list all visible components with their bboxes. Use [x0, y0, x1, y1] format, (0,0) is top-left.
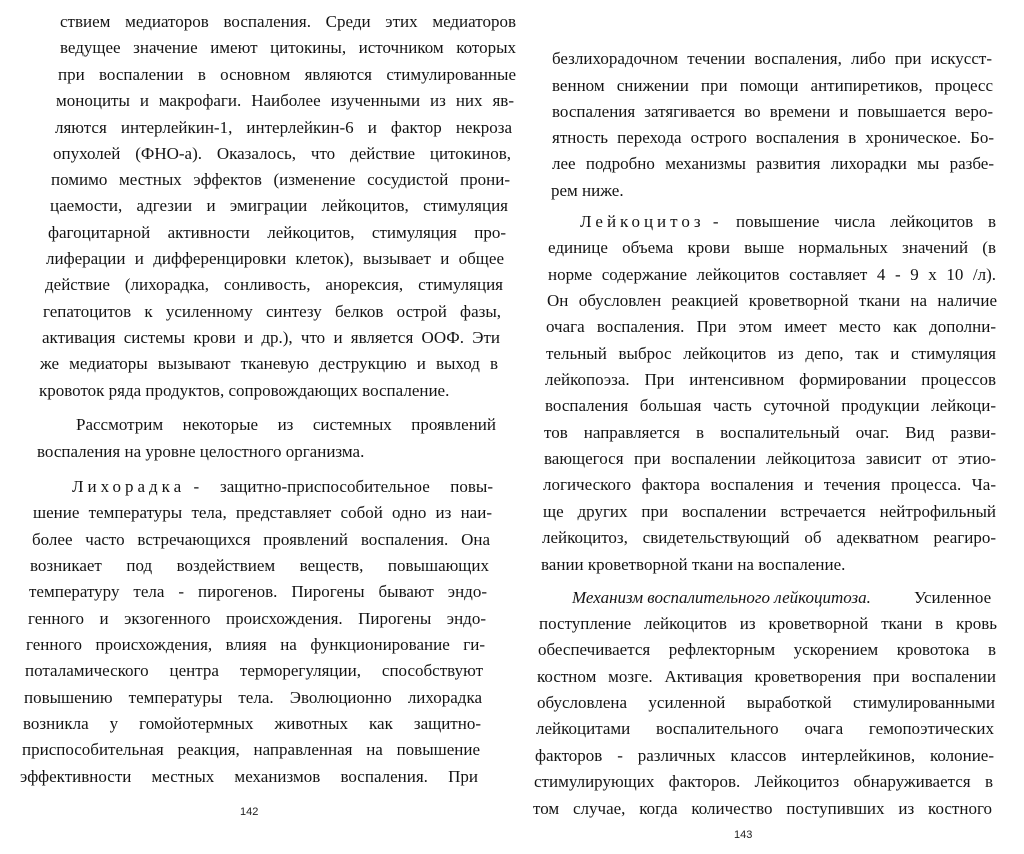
- text-line: при воспалении в основном являются стимулированные: [58, 65, 516, 84]
- text-line: костном мозге. Активация кроветворения при воспалении: [537, 667, 996, 686]
- text-line: обеспечивается рефлекторным ускорением кровотока в: [538, 640, 996, 659]
- text-line: тов направляется в воспалительный очаг. Вид разви-: [544, 423, 996, 442]
- text-line: приспособительная реакция, направленная на повышение: [22, 740, 480, 759]
- text-line: ствием медиаторов воспаления. Среди этих медиаторов: [60, 12, 516, 31]
- text-line: повышению температуры тела. Эволюционно лихорадка: [24, 688, 482, 707]
- text-line: цаемости, адгезии и эмиграции лейкоцитов, стимуляция: [50, 196, 508, 215]
- text-line: Он обусловлен реакцией кроветворной ткани на наличие: [547, 291, 997, 310]
- text-line: моноциты и макрофаги. Наиболее изученными из них яв-: [56, 91, 514, 110]
- term-lihoradka: Лихорадка -: [72, 477, 204, 496]
- page-number: 142: [240, 806, 259, 818]
- term-leykocitoz: Лейкоцитоз -: [580, 212, 723, 231]
- text-line: лиферации и дифференцировки клеток), вызывает и общее: [46, 249, 504, 268]
- text-line: ще других при воспалении встречается нейтрофильный: [543, 502, 996, 521]
- text-line: эффективности местных механизмов воспаления. При: [20, 767, 478, 786]
- text-line: лее подробно механизмы развития лихорадки мы разбе-: [552, 154, 994, 173]
- text-line: том случае, когда количество поступивших из костного: [533, 799, 992, 818]
- text-line: тельный выброс лейкоцитов из депо, так и стимуляция: [546, 344, 996, 363]
- text-line: ляются интерлейкин-1, интерлейкин-6 и фактор некроза: [55, 118, 512, 137]
- text-line: воспаления большая часть суточной продукции лейкоци-: [545, 396, 996, 415]
- text-line: поталамического центра терморегуляции, способствуют: [25, 661, 483, 680]
- text-line: помимо местных эффектов (изменение сосудистой прони-: [51, 170, 510, 189]
- text-line: Усиленное: [914, 588, 992, 607]
- text-line: ятность перехода острого воспаления в хроническое. Бо-: [552, 128, 994, 147]
- text-line: воспаления на уровне целостного организма.: [37, 442, 365, 461]
- italic-heading: Механизм воспалительного лейкоцитоза.: [572, 588, 871, 607]
- text-line: генного и экзогенного происхождения. Пирогены эндо-: [28, 609, 486, 628]
- text-line: безлихорадочном течении воспаления, либо при искусст-: [552, 49, 992, 68]
- text-line: стимулирующих факторов. Лейкоцитоз обнаруживается в: [534, 772, 993, 791]
- text-line: факторов - различных классов интерлейкинов, колониe-: [535, 746, 994, 765]
- text-line: опухолей (ФНО-а). Оказалось, что действие цитокинов,: [53, 144, 511, 163]
- text-line: лейкопоэза. При интенсивном формировании процессов: [545, 370, 996, 389]
- text-line: активация системы крови и др.), что и является ООФ. Эти: [42, 328, 500, 347]
- text-line: рем ниже.: [551, 181, 624, 200]
- text-line: температуру тела - пирогенов. Пирогены бывают эндо-: [29, 582, 487, 601]
- page-number: 143: [734, 829, 753, 841]
- text-line: поступление лейкоцитов из кроветворной ткани в кровь: [539, 614, 997, 633]
- text-line: вании кроветворной ткани на воспаление.: [541, 555, 846, 574]
- text-line: очага воспаления. При этом имеет место как дополни-: [546, 317, 996, 336]
- text-line: логического фактора воспаления и течения процесса. Ча-: [543, 475, 996, 494]
- text-line: норме содержание лейкоцитов составляет 4 - 9 х 10 /л).: [548, 265, 996, 284]
- text-line: же медиаторы вызывают тканевую деструкцию и выход в: [40, 354, 498, 373]
- text-line: генного происхождения, влияя на функционирование ги-: [26, 635, 485, 654]
- text-line: воспаления затягивается во времени и повышается веро-: [552, 102, 993, 121]
- text-line: лейкоцитами воспалительного очага гемопоэтических: [536, 719, 994, 738]
- text-line: фагоцитарной активности лейкоцитов, стимуляция про-: [48, 223, 506, 242]
- text-line: защитно-приспособительное повы-: [220, 477, 493, 496]
- text-line: единице объема крови выше нормальных значений (в: [548, 238, 996, 257]
- text-line: гепатоцитов к усиленному синтезу белков острой фазы,: [43, 302, 501, 321]
- text-line: возникла у гомойотермных животных как защитно-: [23, 714, 481, 733]
- text-line: шение температуры тела, представляет собой одно из наи-: [33, 503, 492, 522]
- text-line: кровоток ряда продуктов, сопровождающих воспаление.: [39, 381, 450, 400]
- text-line: лейкоцитоз, свидетельствующий об адекватном реагиро-: [542, 528, 996, 547]
- text-line: возникает под воздействием веществ, повышающих: [30, 556, 489, 575]
- text-line: действие (лихорадка, сонливость, анорексия, стимуляция: [45, 275, 503, 294]
- text-line: ведущее значение имеют цитокины, источником которых: [60, 38, 516, 57]
- text-line: обусловлена усиленной выработкой стимулированными: [537, 693, 995, 712]
- text-line: венном снижении при помощи антипиретиков, процесс: [552, 76, 993, 95]
- text-line: более часто встречающихся проявлений воспаления. Она: [32, 530, 490, 549]
- text-line: вающегося при воспалении лейкоцитоза зависит от этио-: [544, 449, 996, 468]
- text-line: повышение числа лейкоцитов в: [736, 212, 996, 231]
- text-line: Рассмотрим некоторые из системных проявлений: [76, 415, 496, 434]
